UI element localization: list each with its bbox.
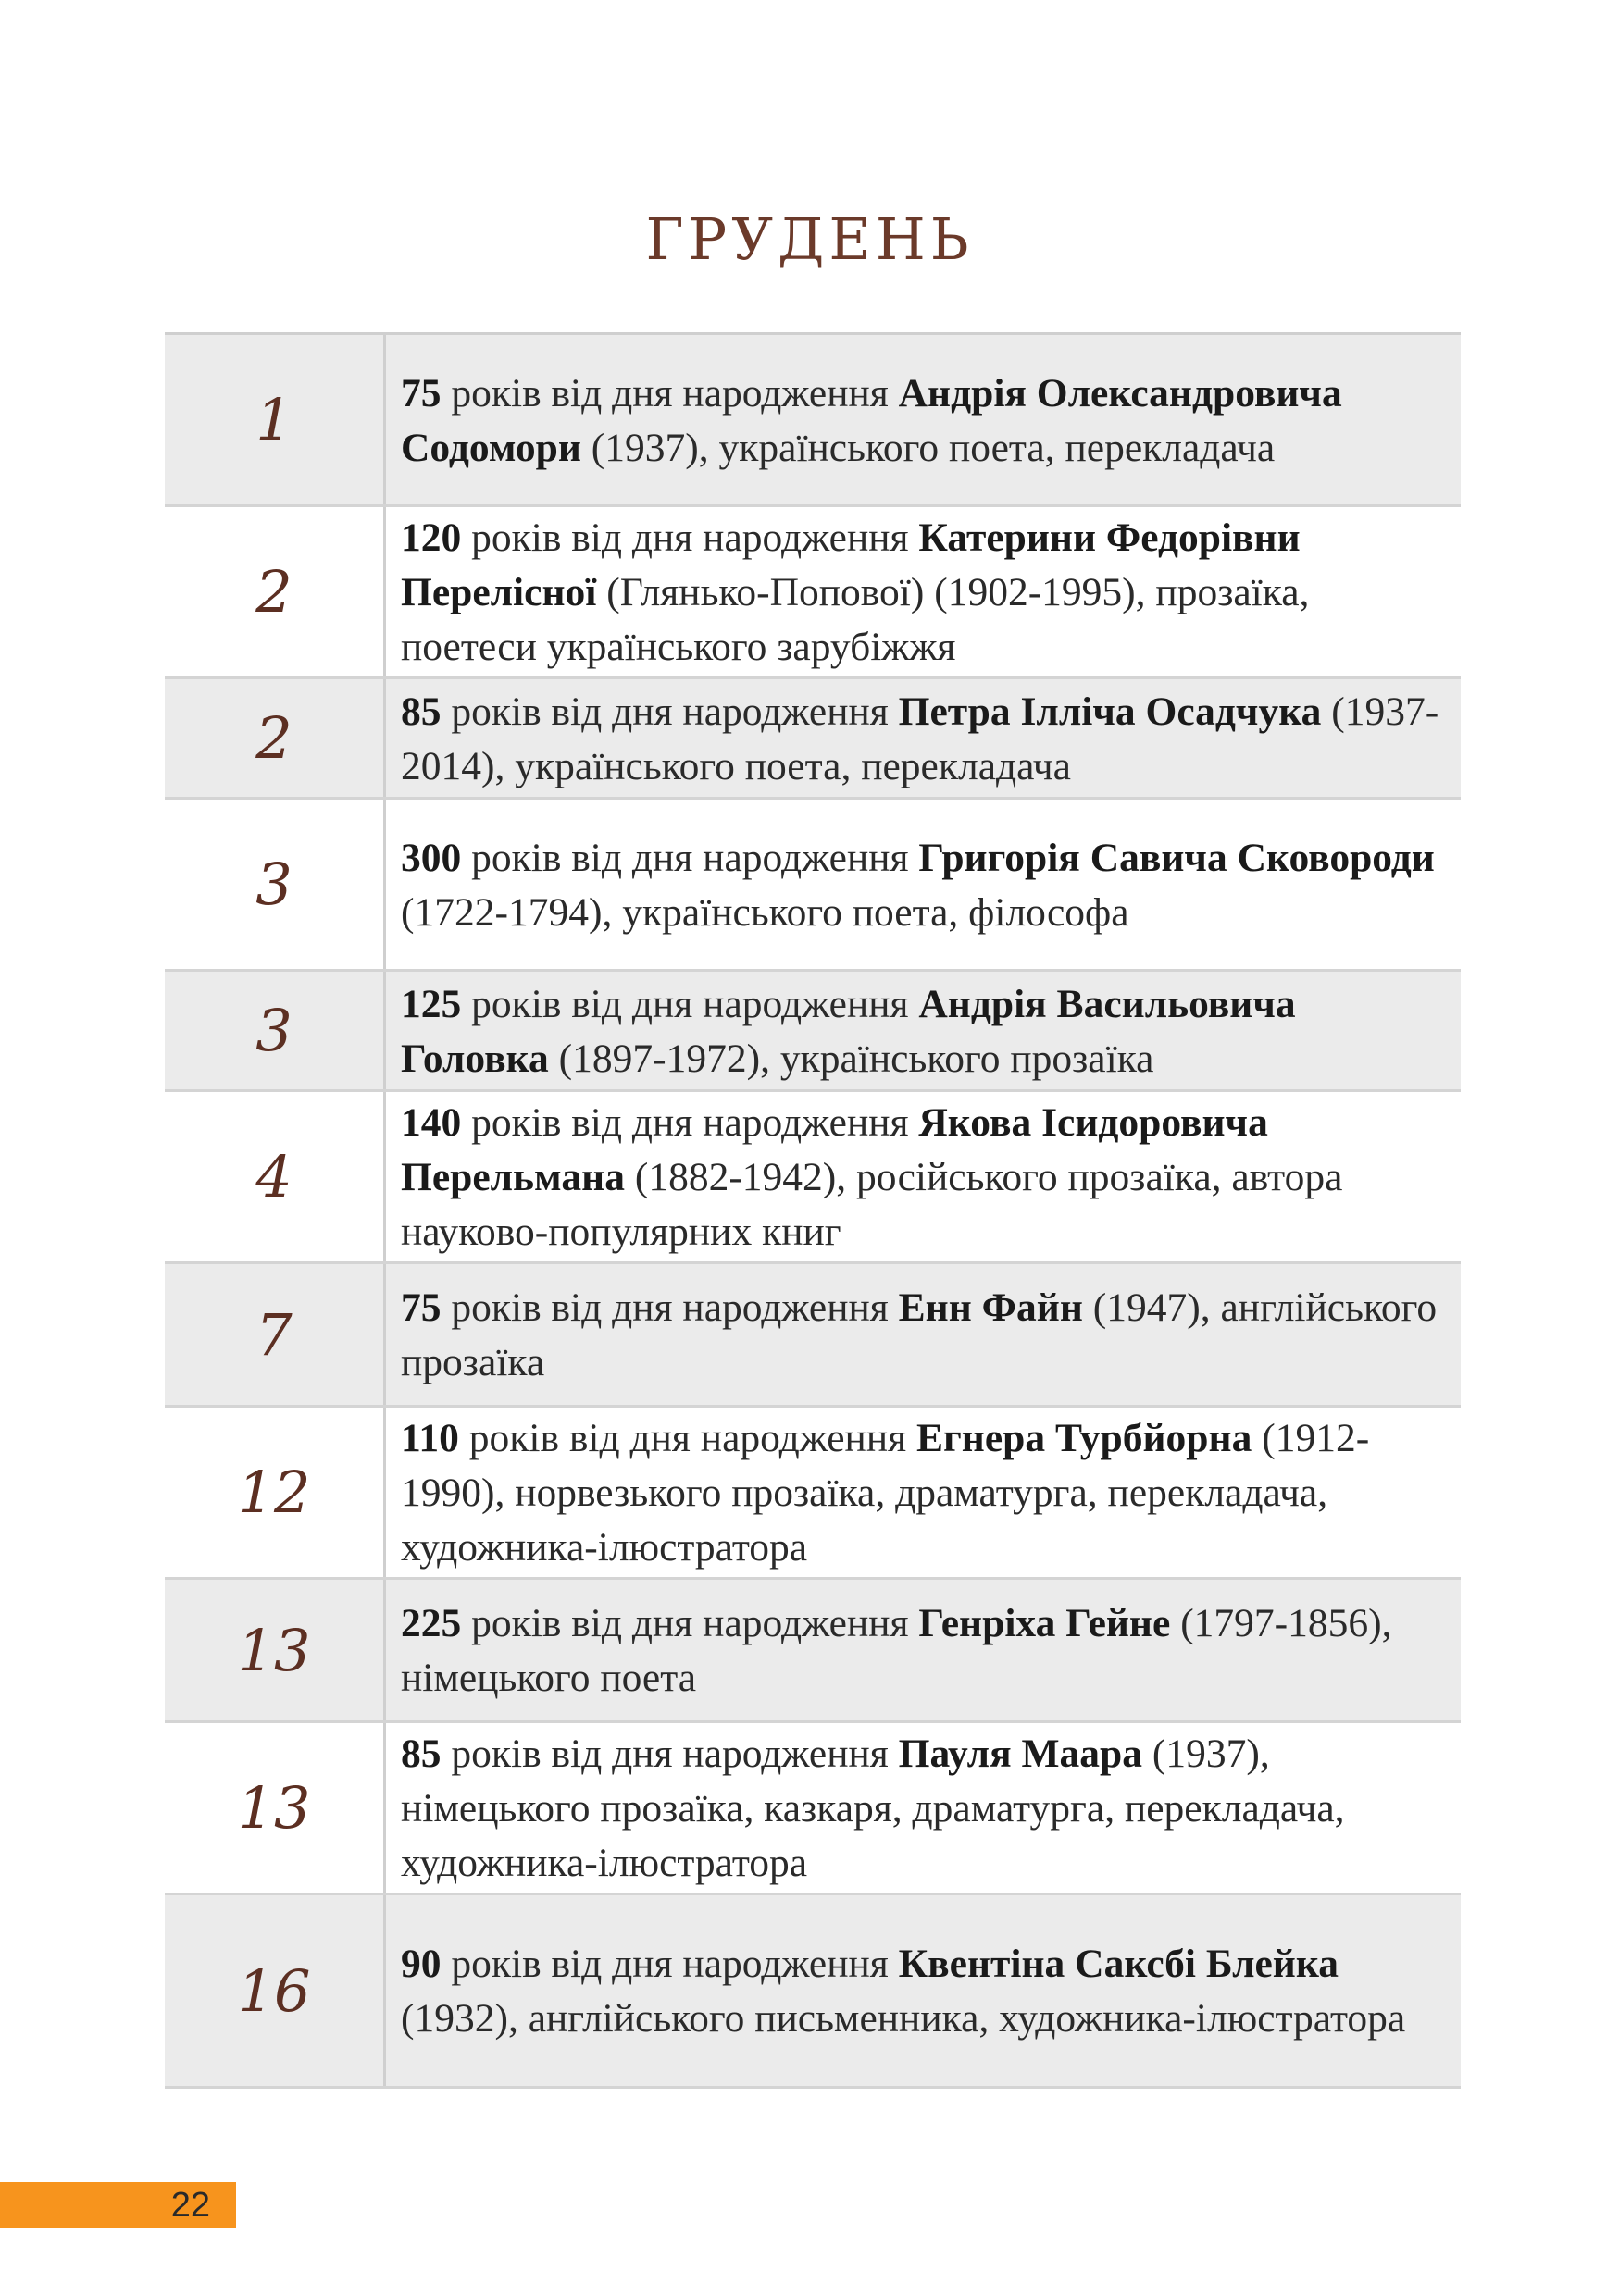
table-row <box>165 1580 1461 1723</box>
person-name: Егнера Турбйорна <box>916 1416 1252 1460</box>
years-count: 85 <box>401 1731 442 1776</box>
day-number: 16 <box>165 1895 386 2086</box>
table-row <box>165 679 1461 800</box>
event-text <box>386 1092 1461 1261</box>
table-row <box>165 800 1461 972</box>
event-phrase: років від дня народження <box>461 835 919 880</box>
event-phrase: років від дня народження <box>461 515 919 560</box>
event-details: (1912-1990), норвезького прозаїка, драматурга, перекладача, художника-ілюстратора <box>401 1416 1370 1570</box>
person-name: Енн Файн <box>898 1285 1083 1330</box>
event-details: (1937-2014), українського поета, перекладача <box>401 689 1439 788</box>
anniversary-table <box>165 332 1461 2089</box>
event-details: (1897-1972), українського прозаїка <box>548 1036 1154 1081</box>
person-name: Катерини Федорівни Перелісної <box>401 515 1301 614</box>
person-name: Петра Ілліча Осадчука <box>898 689 1322 734</box>
event-text <box>386 800 1461 969</box>
event-phrase: років від дня народження <box>461 1601 919 1645</box>
table-row <box>165 1092 1461 1264</box>
event-text <box>386 1264 1461 1405</box>
event-details: (Глянько-Попової) (1902-1995), прозаїка, поетеси українського зарубіжжя <box>401 570 1310 669</box>
event-text <box>386 679 1461 797</box>
table-row <box>165 335 1461 507</box>
event-text <box>386 1408 1461 1577</box>
event-details: (1722-1794), українського поета, філософа <box>401 889 1129 935</box>
event-details: (1937), німецького прозаїка, казкаря, драматурга, перекладача, художника-ілюстратора <box>401 1731 1345 1885</box>
event-text <box>386 507 1461 676</box>
event-phrase: років від дня народження <box>441 1942 899 1986</box>
event-details: (1937), українського поета, перекладача <box>580 425 1276 470</box>
person-name: Квентіна Саксбі Блейка <box>898 1942 1339 1986</box>
event-text <box>386 335 1461 504</box>
event-details: (1797-1856), німецького поета <box>401 1601 1392 1700</box>
years-count: 125 <box>401 981 462 1026</box>
years-count: 75 <box>401 370 442 416</box>
day-number: 1 <box>165 335 386 504</box>
table-row <box>165 1264 1461 1408</box>
event-phrase: років від дня народження <box>441 689 899 734</box>
event-text <box>386 972 1461 1089</box>
years-count: 85 <box>401 689 442 734</box>
event-details: (1882-1942), російського прозаїка, автора науково-популярних книг <box>401 1155 1343 1254</box>
event-phrase: років від дня народження <box>441 370 899 416</box>
day-number: 13 <box>165 1723 386 1893</box>
event-text <box>386 1580 1461 1720</box>
person-name: Андрія Олександровича Содомори <box>401 370 1342 470</box>
page-number: 22 <box>170 2185 210 2225</box>
day-number: 7 <box>165 1264 386 1405</box>
event-phrase: років від дня народження <box>441 1285 899 1330</box>
years-count: 110 <box>401 1416 459 1460</box>
years-count: 120 <box>401 515 462 560</box>
day-number: 3 <box>165 972 386 1089</box>
event-text <box>386 1895 1461 2086</box>
person-name: Пауля Маара <box>898 1731 1142 1776</box>
day-number: 13 <box>165 1580 386 1720</box>
page-title: ГРУДЕНЬ <box>645 205 974 273</box>
day-number: 2 <box>165 679 386 797</box>
event-phrase: років від дня народження <box>441 1731 899 1776</box>
person-name: Андрія Васильовича Головка <box>401 981 1296 1081</box>
table-row <box>165 1723 1461 1895</box>
person-name: Якова Ісидоровича Перельмана <box>401 1100 1268 1199</box>
years-count: 300 <box>401 835 462 880</box>
day-number: 3 <box>165 800 386 969</box>
event-phrase: років від дня народження <box>461 981 919 1026</box>
page-number-tab <box>0 2182 236 2228</box>
years-count: 75 <box>401 1285 442 1330</box>
event-phrase: років від дня народження <box>458 1416 916 1460</box>
day-number: 2 <box>165 507 386 676</box>
years-count: 140 <box>401 1100 462 1145</box>
event-text <box>386 1723 1461 1893</box>
table-row <box>165 1895 1461 2089</box>
person-name: Генріха Гейне <box>918 1601 1171 1645</box>
years-count: 225 <box>401 1601 462 1645</box>
day-number: 4 <box>165 1092 386 1261</box>
event-details: (1947), англійського прозаїка <box>401 1285 1438 1384</box>
years-count: 90 <box>401 1942 442 1986</box>
table-row <box>165 972 1461 1092</box>
person-name: Григорія Савича Сковороди <box>918 835 1435 880</box>
event-details: (1932), англійського письменника, художника-ілюстратора <box>401 1996 1406 2041</box>
table-row <box>165 507 1461 679</box>
day-number: 12 <box>165 1408 386 1577</box>
event-phrase: років від дня народження <box>461 1100 919 1145</box>
table-row <box>165 1408 1461 1580</box>
